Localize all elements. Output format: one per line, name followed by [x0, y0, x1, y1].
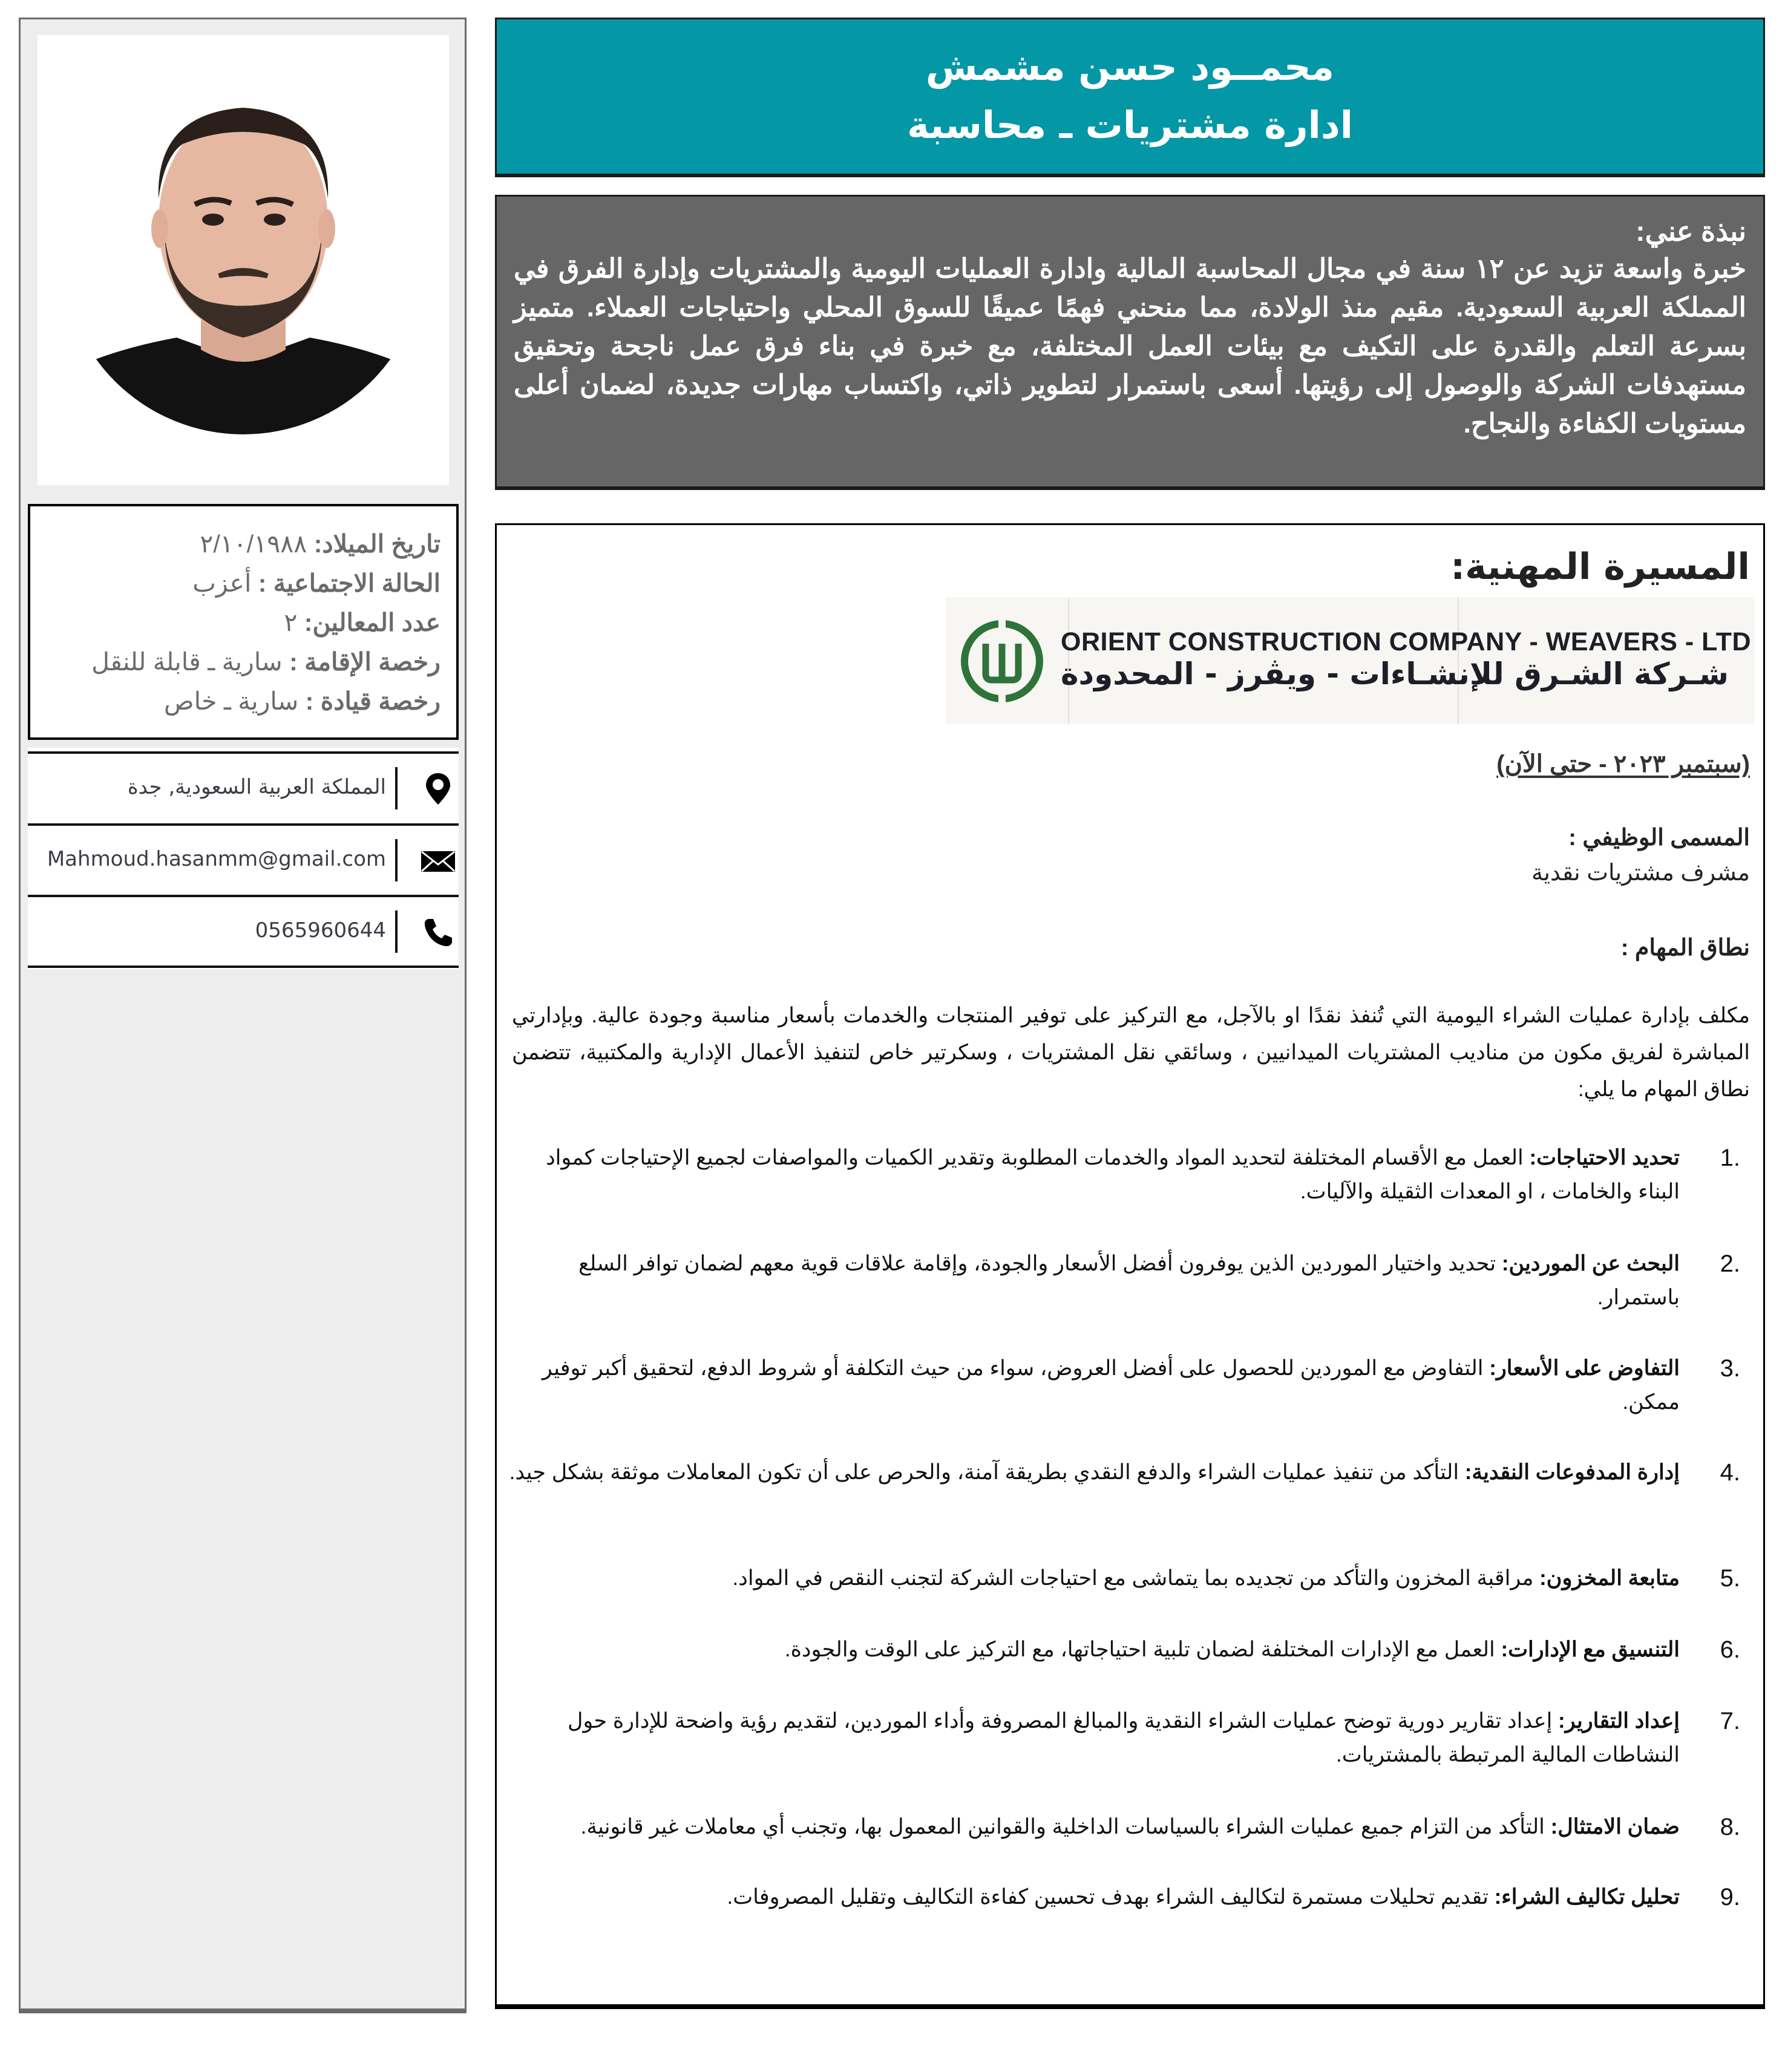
task-title: إعداد التقارير:: [1558, 1709, 1680, 1733]
scope-label: نطاق المهام :: [1620, 935, 1750, 961]
task-item: [500, 1351, 1752, 1419]
task-number: 8.: [1720, 1814, 1740, 1840]
envelope-icon: [420, 843, 456, 879]
info-label: رخصة قيادة :: [305, 687, 441, 715]
task-number: 5.: [1720, 1565, 1740, 1592]
task-title: التنسيق مع الإدارات:: [1501, 1638, 1680, 1661]
contact-block: [28, 748, 459, 969]
about-title: نبذة عني:: [1636, 215, 1746, 247]
task-number: 7.: [1720, 1708, 1740, 1734]
task-title: البحث عن الموردين:: [1501, 1252, 1680, 1275]
task-number: 3.: [1720, 1355, 1740, 1382]
task-text: التفاوض مع الموردين للحصول على أفضل العروض، سواء من حيث التكلفة أو شروط الدفع، لتحقيق أكبر توفير ممكن.: [542, 1356, 1680, 1414]
profile-photo: [38, 35, 449, 485]
company-name-ar: شـركة الشـرق للإنشـاءات - ويڤرز - المحدودة: [1061, 656, 1729, 691]
company-w-mark-icon: [959, 618, 1045, 704]
candidate-role: ادارة مشتريات ـ محاسبة: [906, 103, 1353, 147]
task-item: [500, 1561, 1752, 1595]
about-body: خبرة واسعة تزيد عن ١٢ سنة في مجال المحاسبة المالية وادارة العمليات اليومية والمشتريات وإدارة الفرق في المملكة العربية السعودية. مقيم منذ الولادة، مما منحني فهمًا عميقًا للسوق المحلي واحتياجات العملاء. متميز بسرعة التعلم والقدرة على التكيف مع بيئات العمل المختلفة، مع خبرة في بناء فرق عمل ناجحة وتحقيق مستهدفات الشركة والوصول إلى رؤيتها. أسعى باستمرار لتطوير ذاتي، واكتساب مهارات جديدة، لضمان أعلى مستويات الكفاءة والنجاح.: [514, 254, 1746, 439]
info-driving-license: [42, 682, 441, 721]
info-value: سارية ـ خاص: [164, 687, 306, 715]
phone-icon: [420, 914, 456, 950]
person-portrait-icon: [38, 35, 449, 485]
info-value: ٢/١٠/١٩٨٨: [200, 530, 314, 558]
task-title: إدارة المدفوعات النقدية:: [1464, 1460, 1680, 1484]
about-section: [495, 195, 1765, 490]
task-title: تحديد الاحتياجات:: [1529, 1146, 1680, 1169]
task-item: [500, 1880, 1752, 1914]
job-title-label: المسمى الوظيفي :: [1568, 825, 1750, 851]
info-label: عدد المعالين:: [304, 609, 441, 636]
task-text: التأكد من تنفيذ عمليات الشراء والدفع النقدي بطريقة آمنة، والحرص على أن تكون المعاملات موثقة بشكل جيد.: [509, 1460, 1465, 1484]
info-label: تاريخ الميلاد:: [313, 530, 441, 558]
info-value: سارية ـ قابلة للنقل: [91, 648, 290, 676]
contact-row-location: [28, 751, 459, 821]
location-pin-icon: [420, 771, 456, 807]
career-title: المسيرة المهنية:: [1450, 546, 1750, 588]
task-item: [500, 1633, 1752, 1667]
divider: [395, 910, 398, 953]
task-item: [500, 1704, 1752, 1772]
task-title: تحليل تكاليف الشراء:: [1494, 1885, 1680, 1909]
task-text: التأكد من التزام جميع عمليات الشراء بالسياسات الداخلية والقوانين المعمول بها، وتجنب أي معاملات غير قانونية.: [580, 1815, 1551, 1838]
task-text: العمل مع الإدارات المختلفة لضمان تلبية احتياجاتها، مع التركيز على الوقت والجودة.: [784, 1638, 1501, 1661]
task-number: 9.: [1720, 1884, 1740, 1910]
task-number: 6.: [1720, 1636, 1740, 1663]
contact-row-phone: [28, 895, 459, 968]
task-number: 1.: [1720, 1145, 1740, 1171]
info-value: ٢: [284, 609, 304, 636]
email-link[interactable]: Mahmoud.hasanmm@gmail.com: [47, 847, 386, 871]
task-text: إعداد تقارير دورية توضح عمليات الشراء النقدية والمبالغ المصروفة وأداء الموردين، لتقديم رؤية واضحة للإدارة حول النشاطات المالية المرتبطة بالمشتريات.: [567, 1709, 1680, 1766]
location-text: المملكة العربية السعودية, جدة: [127, 775, 386, 799]
page-header: [495, 18, 1765, 177]
candidate-name: محمــود حسن مشمش: [925, 45, 1335, 89]
info-residency: [42, 642, 441, 682]
contact-row-email: [28, 823, 459, 893]
info-label: الحالة الاجتماعية :: [258, 569, 441, 597]
task-text: العمل مع الأقسام المختلفة لتحديد المواد والخدمات المطلوبة وتقدير الكميات والمواصفات لجميع الإحتياجات كمواد البناء والخامات ، او المعدات الثقيلة والآليات.: [546, 1146, 1680, 1203]
job-title-value: مشرف مشتريات نقدية: [1531, 860, 1750, 886]
task-item: [500, 1810, 1752, 1844]
divider: [395, 839, 398, 881]
task-item: [500, 1247, 1752, 1315]
task-text: مراقبة المخزون والتأكد من تجديده بما يتماشى مع احتياجات الشركة لتجنب النقص في المواد.: [732, 1566, 1540, 1590]
info-marital-status: [42, 564, 441, 603]
scope-paragraph: مكلف بإدارة عمليات الشراء اليومية التي تُنفذ نقدًا او بالآجل، مع التركيز على توفير المنتجات والخدمات بأسعار مناسبة وجودة عالية. وبإدارتي المباشرة لفريق مكون من مناديب المشتريات الميدانيين ، وسائقي نقل المشتريات ، وسكرتير خاص لتنفيذ الأعمال الإدارية والمكتبية، تتضمن نطاق المهام ما يلي:: [512, 1004, 1750, 1101]
info-value: أعزب: [192, 569, 258, 597]
company-name-en: ORIENT CONSTRUCTION COMPANY - WEAVERS - LTD: [1061, 627, 1752, 656]
task-text: تقديم تحليلات مستمرة لتكاليف الشراء بهدف تحسين كفاءة التكاليف وتقليل المصروفات.: [727, 1885, 1495, 1909]
task-number: 4.: [1720, 1459, 1740, 1486]
task-item: [500, 1456, 1752, 1489]
task-title: متابعة المخزون:: [1539, 1566, 1680, 1590]
task-text: تحديد واختيار الموردين الذين يوفرون أفضل الأسعار والجودة، وإقامة علاقات قوية معهم لضمان توافر السلع باستمرار.: [578, 1252, 1680, 1309]
personal-info-box: [28, 504, 459, 740]
employment-period: (سبتمبر ٢٠٢٣ - حتى الآن): [1496, 751, 1750, 777]
task-title: ضمان الامتثال:: [1550, 1815, 1680, 1838]
info-birthdate: [42, 525, 441, 564]
info-label: رخصة الإقامة :: [289, 648, 441, 676]
phone-text[interactable]: 0565960644: [255, 918, 386, 943]
info-dependents: [42, 603, 441, 642]
task-number: 2.: [1720, 1250, 1740, 1277]
company-logo: [946, 597, 1755, 724]
task-title: التفاوض على الأسعار:: [1489, 1356, 1680, 1380]
task-item: [500, 1141, 1752, 1209]
divider: [395, 767, 398, 809]
